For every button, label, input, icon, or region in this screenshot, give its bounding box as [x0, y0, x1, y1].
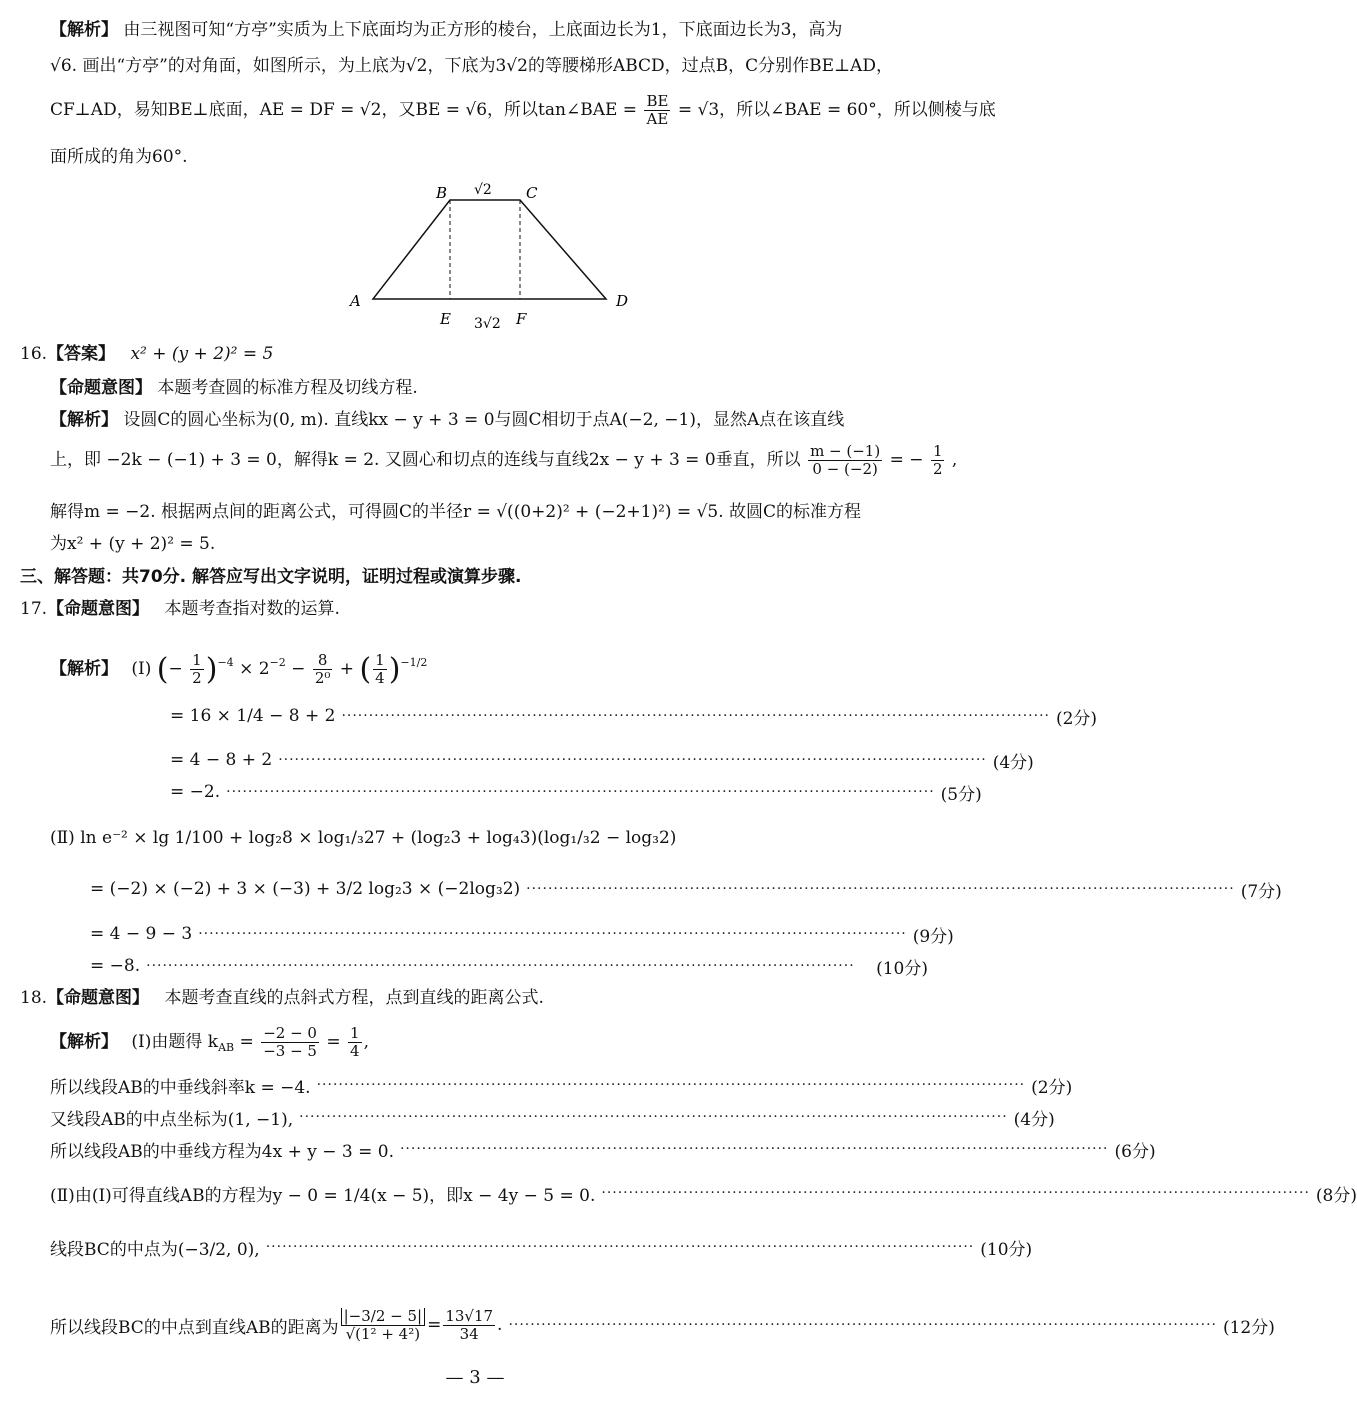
intent-text: 本题考查直线的点斜式方程，点到直线的距离公式.: [164, 988, 544, 1008]
p18-step5: [50, 1232, 1033, 1262]
frac-num: 1: [375, 651, 385, 669]
p16-text2b: = −: [889, 450, 924, 470]
paren-open: (: [156, 652, 169, 687]
paren-close: ): [205, 652, 218, 687]
answer-text: x² + (y + 2)² = 5: [130, 344, 274, 364]
period: .: [497, 1315, 503, 1335]
label-a: A: [350, 292, 361, 310]
score: (4分): [992, 752, 1034, 773]
analysis-label: 【解析】: [50, 1032, 118, 1052]
score: (9分): [912, 926, 954, 947]
p17-part1-expr: [50, 640, 427, 693]
p18-step1: [50, 1070, 1073, 1100]
p15-text3a: CF⊥AD，易知BE⊥底面，AE = DF = √2，又BE = √6，所以tan∠BAE =: [50, 100, 638, 120]
label-d: D: [616, 292, 629, 310]
q-number: 18.: [20, 988, 48, 1008]
page-number: — 3 —: [445, 1367, 505, 1388]
leader-dots: ··································································································································: [399, 1141, 1109, 1157]
score: (2分): [1055, 708, 1098, 729]
score: (2分): [1031, 1077, 1073, 1098]
leader-dots: ··································································································································: [146, 958, 855, 974]
frac-den: 2: [192, 669, 202, 687]
paren-open: (: [359, 652, 372, 687]
label-c: C: [526, 184, 538, 202]
result-fraction: [443, 1308, 495, 1343]
score: (4分): [1013, 1109, 1055, 1130]
p17-step5: [90, 919, 954, 949]
trapezoid-figure: [340, 178, 640, 338]
subscript: AB: [218, 1041, 235, 1054]
frac-num: −2 − 0: [263, 1024, 317, 1042]
step-expr: 所以线段AB的中垂线斜率k = −4.: [50, 1077, 311, 1098]
score: (6分): [1114, 1141, 1156, 1162]
p15-text1: 由三视图可知“方亭”实质为上下底面均为正方形的棱台，上底面边长为1，下底面边长为3，高为: [123, 20, 843, 40]
p17-step4: [90, 874, 1282, 904]
frac-den: 2: [932, 460, 943, 478]
times-two: × 2: [239, 659, 270, 679]
p16-answer-line: [20, 342, 273, 366]
step-expr: = 16 × 1/4 − 8 + 2: [170, 706, 336, 726]
p16-line4: 为x² + (y + 2)² = 5.: [50, 534, 216, 554]
bottom-length: 3√2: [474, 316, 501, 332]
step-expr: = −2.: [170, 782, 221, 802]
analysis-label: 【解析】: [50, 410, 118, 430]
p18-step3: [50, 1134, 1156, 1164]
leader-dots: ··································································································································: [278, 752, 987, 768]
p16-intent-line: [50, 376, 418, 400]
slope-fraction: [261, 1025, 319, 1060]
leader-dots: ··································································································································: [198, 926, 907, 942]
step-expr: = −8.: [90, 956, 141, 976]
p18-step2: [50, 1102, 1055, 1132]
minus-sign: −: [291, 659, 306, 679]
leader-dots: ··································································································································: [265, 1239, 975, 1255]
p17-step6: [90, 951, 928, 981]
step-expr: = 4 − 9 − 3: [90, 924, 193, 944]
step-expr: 所以线段BC的中点到直线AB的距离为: [50, 1317, 339, 1338]
half-fraction: [931, 443, 945, 478]
exponent: −2: [269, 656, 286, 669]
leader-dots: ··································································································································: [526, 881, 1235, 897]
p18-text1a: (Ⅰ)由题得 k: [131, 1032, 219, 1052]
p18-intent-line: [20, 986, 544, 1010]
analysis-label: 【解析】: [50, 659, 118, 679]
frac-num: 1: [192, 651, 202, 669]
p16-text1: 设圆C的圆心坐标为(0, m). 直线kx − y + 3 = 0与圆C相切于点A(−2, −1)，显然A点在该直线: [123, 410, 845, 430]
frac-num: BE: [646, 92, 669, 110]
p16-text2a: 上，即 −2k − (−1) + 3 = 0，解得k = 2. 又圆心和切点的连线与直线2x − y + 3 = 0垂直，所以: [50, 450, 801, 470]
frac-den: √(1² + 4²): [345, 1324, 421, 1343]
quarter-fraction: [348, 1025, 362, 1060]
section-heading: 三、解答题：共70分. 解答应写出文字说明，证明过程或演算步骤.: [20, 567, 522, 587]
p17-step2: [170, 745, 1034, 775]
p17-step1: [170, 701, 1098, 731]
equals: =: [427, 1315, 442, 1335]
eight-fraction: [313, 652, 333, 687]
intent-label: 【命题意图】: [47, 988, 150, 1008]
frac-num: |−3/2 − 5|: [341, 1308, 425, 1326]
frac-num: m − (−1): [810, 442, 881, 460]
score: (8分): [1315, 1185, 1357, 1206]
leader-dots: ··································································································································: [316, 1077, 1026, 1093]
p17-intent-line: [20, 597, 340, 621]
label-b: B: [436, 184, 448, 202]
leader-dots: ··································································································································: [508, 1317, 1217, 1333]
leader-dots: ··································································································································: [601, 1185, 1310, 1201]
intent-text: 本题考查指对数的运算.: [164, 599, 340, 619]
p15-line2: √6. 画出“方亭”的对角面，如图所示，为上底为√2，下底为3√2的等腰梯形ABCD，过点B，C分别作BE⊥AD，: [50, 56, 893, 76]
p16-line3: 解得m = −2. 根据两点间的距离公式，可得圆C的半径r = √((0+2)² + (−2+1)²) = √5. 故圆C的标准方程: [50, 502, 862, 522]
p15-text3b: = √3，所以∠BAE = 60°，所以侧棱与底: [677, 100, 996, 120]
comma: ,: [363, 1032, 369, 1052]
p17-step3: [170, 777, 982, 807]
intent-label: 【命题意图】: [47, 599, 150, 619]
frac-num: 1: [350, 1024, 360, 1042]
step-expr: (Ⅱ)由(Ⅰ)可得直线AB的方程为y − 0 = 1/4(x − 5)，即x − 4y − 5 = 0.: [50, 1185, 596, 1206]
half-fraction: [190, 652, 204, 687]
frac-num: 1: [932, 442, 943, 460]
quarter-fraction: [373, 652, 387, 687]
plus-sign: +: [339, 659, 355, 679]
frac-num: 13√17: [445, 1306, 494, 1325]
minus-sign: −: [168, 659, 183, 679]
frac-den: 2⁰: [314, 669, 331, 687]
p17-part2-expr: (Ⅱ) ln e⁻² × lg 1/100 + log₂8 × log₁/₃27 + (log₂3 + log₄3)(log₁/₃2 − log₃2): [50, 828, 677, 848]
trapezoid-abcd: [373, 200, 606, 299]
analysis-label: 【解析】: [50, 20, 118, 40]
leader-dots: ··································································································································: [226, 784, 935, 800]
frac-den: AE: [646, 110, 669, 128]
p15-line4: 面所成的角为60°.: [50, 147, 188, 167]
p18-step6: [50, 1300, 1275, 1350]
leader-dots: ··································································································································: [299, 1109, 1008, 1125]
label-f: F: [516, 310, 527, 328]
p15-line3: [50, 92, 996, 128]
frac-den: 0 − (−2): [812, 460, 878, 478]
step-expr: 线段BC的中点为(−3/2, 0),: [50, 1239, 260, 1260]
answer-label: 【答案】: [47, 344, 116, 364]
frac-den: 4: [350, 1042, 360, 1060]
intent-label: 【命题意图】: [50, 378, 152, 398]
equals: =: [326, 1032, 341, 1052]
frac-den: 4: [375, 669, 385, 687]
step-expr: = (−2) × (−2) + 3 × (−3) + 3/2 log₂3 × (−2log₃2): [90, 879, 521, 899]
slope-fraction: [808, 443, 882, 478]
p16-line2: [50, 440, 957, 480]
score: (10分): [980, 1239, 1033, 1260]
top-length: √2: [474, 182, 492, 198]
p16-line1: [50, 408, 844, 432]
fraction-be-ae: [644, 93, 670, 128]
score: (12分): [1222, 1317, 1275, 1338]
score: (7分): [1240, 881, 1282, 902]
label-e: E: [440, 310, 451, 328]
p18-line1: [50, 1022, 369, 1068]
step-expr: 所以线段AB的中垂线方程为4x + y − 3 = 0.: [50, 1141, 394, 1162]
leader-dots: ··································································································································: [341, 708, 1050, 724]
part-label: (Ⅰ): [131, 659, 152, 679]
p15-line1: [50, 18, 842, 42]
frac-num: 8: [313, 652, 333, 670]
frac-den: −3 − 5: [263, 1042, 317, 1060]
step-expr: 又线段AB的中点坐标为(1, −1),: [50, 1109, 294, 1130]
q-number: 16.: [20, 344, 48, 364]
q-number: 17.: [20, 599, 48, 619]
score: (5分): [940, 784, 982, 805]
equals: =: [239, 1032, 254, 1052]
intent-text: 本题考查圆的标准方程及切线方程.: [157, 378, 418, 398]
score: (10分): [876, 958, 928, 979]
paren-close: ): [388, 652, 401, 687]
exponent: −1/2: [400, 656, 428, 669]
exponent: −4: [217, 656, 234, 669]
distance-fraction: [341, 1308, 425, 1343]
frac-den: 34: [459, 1324, 479, 1343]
p16-text2c: ,: [951, 450, 958, 470]
p18-step4: [50, 1178, 1357, 1208]
step-expr: = 4 − 8 + 2: [170, 750, 273, 770]
